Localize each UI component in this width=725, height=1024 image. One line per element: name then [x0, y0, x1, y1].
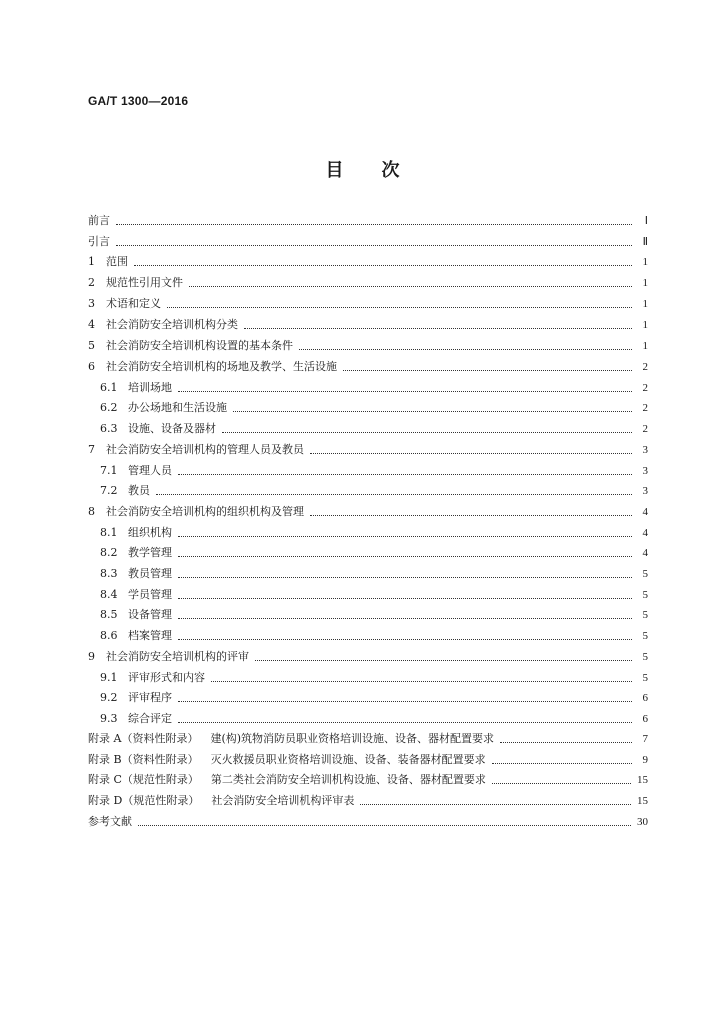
toc-entry: [88, 545, 648, 561]
toc-entry-page-number: 6: [642, 712, 648, 725]
toc-entry: [88, 814, 648, 830]
toc-entry-page-number: 1: [642, 298, 648, 310]
toc-entry: [88, 504, 648, 520]
toc-entry-number: 7: [88, 442, 95, 456]
toc-entry-number: 1: [88, 255, 95, 268]
toc-entry-number: 8: [88, 505, 95, 518]
toc-entry-number: 9.1: [100, 670, 118, 684]
toc-entry: [88, 607, 648, 623]
toc-entry-number: 9.3: [100, 711, 118, 725]
toc-entry-label: 引言: [88, 234, 110, 248]
toc-leader-dots: [178, 617, 632, 619]
toc-entry-page-number: 2: [642, 423, 648, 435]
toc-entry-label: 灭火救援员职业资格培训设施、设备、装备器材配置要求: [210, 752, 486, 766]
toc-leader-dots: [310, 514, 632, 516]
toc-entry-number: 6.1: [100, 380, 118, 394]
toc-entry-page-number: 1: [642, 256, 648, 268]
toc-entry: [88, 690, 648, 706]
toc-entry-number: 8.6: [100, 629, 118, 642]
toc-entry-number: 8.4: [100, 587, 118, 601]
toc-entry-page-number: 1: [642, 277, 648, 289]
toc-entry-page-number: 2: [642, 360, 648, 373]
toc-entry: [88, 628, 648, 644]
toc-entry-page-number: 4: [642, 506, 648, 518]
toc-leader-dots: [138, 824, 631, 826]
toc-entry-label: 社会消防安全培训机构的评审: [106, 650, 249, 663]
toc-leader-dots: [299, 348, 632, 350]
toc-entry-label: 设施、设备及器材: [128, 422, 216, 435]
toc-leader-dots: [178, 700, 632, 702]
toc-leader-dots: [178, 721, 632, 723]
toc-title-char-2: 次: [381, 160, 400, 181]
toc-entry-label: 培训场地: [128, 380, 172, 394]
toc-entry-label: 办公场地和生活设施: [128, 401, 227, 414]
toc-entry-number: 9: [88, 650, 95, 663]
toc-entry-page-number: 4: [642, 526, 648, 539]
toc-entry-page-number: 5: [642, 609, 648, 621]
toc-entry: [88, 254, 648, 270]
toc-entry-page-number: 5: [642, 671, 648, 684]
toc-leader-dots: [360, 803, 631, 805]
toc-entry-page-number: 2: [642, 381, 648, 394]
toc-entry-number: 8.1: [100, 525, 118, 539]
toc-entry: [88, 317, 648, 333]
toc-entry-page-number: Ⅱ: [642, 235, 648, 248]
toc-entry-number: 8.2: [100, 546, 118, 559]
toc-entry-page-number: 15: [637, 795, 648, 807]
toc-entry-page-number: 3: [642, 443, 648, 456]
toc-leader-dots: [178, 597, 632, 599]
toc-entry-number: 5: [88, 339, 95, 352]
toc-entry-page-number: 3: [642, 464, 648, 477]
toc-leader-dots: [134, 264, 632, 266]
toc-entry-number: 6: [88, 359, 95, 373]
toc-entry-page-number: 1: [642, 319, 648, 331]
toc-entry-page-number: 5: [642, 568, 648, 580]
toc-entry-page-number: 5: [642, 651, 648, 663]
toc-entry-number: 附录 C（规范性附录）: [88, 773, 199, 786]
toc-entry-page-number: 3: [642, 485, 648, 497]
toc-entry-page-number: 4: [642, 547, 648, 559]
toc-entry: [88, 400, 648, 416]
toc-leader-dots: [178, 473, 632, 475]
toc-entry-label: 学员管理: [128, 587, 172, 601]
toc-entry-label: 前言: [88, 214, 110, 227]
toc-entry-label: 综合评定: [128, 711, 172, 725]
toc-entry: [88, 483, 648, 499]
toc-leader-dots: [167, 306, 632, 308]
toc-entry-label: 第二类社会消防安全培训机构设施、设备、器材配置要求: [210, 773, 486, 786]
toc-entry-number: 6.3: [100, 422, 118, 435]
toc-leader-dots: [233, 410, 632, 412]
toc-entry-label: 评审形式和内容: [128, 670, 205, 684]
toc-entry-number: 9.2: [100, 691, 118, 704]
toc-entry: [88, 566, 648, 582]
toc-leader-dots: [189, 285, 632, 287]
toc-entry: [88, 649, 648, 665]
toc-entry-number: 附录 B（资料性附录）: [88, 752, 199, 766]
toc-leader-dots: [310, 452, 632, 454]
toc-leader-dots: [244, 327, 632, 329]
toc-leader-dots: [178, 555, 632, 557]
toc-leader-dots: [343, 369, 632, 371]
toc-entry: [88, 234, 648, 250]
toc-entry: [88, 380, 648, 396]
toc-entry-page-number: 15: [637, 774, 648, 786]
toc-entry-number: 8.5: [100, 608, 118, 621]
toc-entry-label: 建(构)筑物消防员职业资格培训设施、设备、器材配置要求: [210, 732, 495, 745]
toc-entry-number: 附录 D（规范性附录）: [88, 794, 200, 807]
toc-entry-label: 参考文献: [88, 815, 132, 828]
toc-entry: [88, 421, 648, 437]
toc-title-char-1: 目: [325, 160, 344, 181]
toc-entry: [88, 752, 648, 768]
toc-entry-label: 社会消防安全培训机构的场地及教学、生活设施: [106, 359, 337, 373]
toc-entry-label: 术语和定义: [106, 297, 161, 310]
toc-entry-page-number: 30: [637, 816, 648, 828]
toc-entry: [88, 793, 648, 809]
toc-leader-dots: [156, 493, 632, 495]
toc-entry-label: 设备管理: [128, 608, 172, 621]
toc-entry-label: 社会消防安全培训机构分类: [106, 318, 238, 331]
toc-entry: [88, 275, 648, 291]
toc-entry-label: 教学管理: [128, 546, 172, 559]
toc-entry-number: 4: [88, 318, 95, 331]
toc-leader-dots: [178, 535, 632, 537]
toc-entry: [88, 525, 648, 541]
toc-leader-dots: [492, 782, 631, 784]
toc-entry: [88, 296, 648, 312]
toc-entry-number: 8.3: [100, 567, 118, 580]
toc-leader-dots: [492, 762, 632, 764]
toc-leader-dots: [211, 680, 632, 682]
toc-leader-dots: [178, 638, 632, 640]
toc-entry-page-number: 2: [642, 402, 648, 414]
toc-entry-label: 规范性引用文件: [106, 276, 183, 289]
toc-leader-dots: [116, 223, 632, 225]
toc-entry-page-number: 5: [642, 630, 648, 642]
toc-entry: [88, 731, 648, 747]
toc-entry-number: 附录 A（资料性附录）: [88, 732, 199, 745]
toc-entry-page-number: 7: [642, 733, 648, 745]
toc-entry-page-number: 5: [642, 588, 648, 601]
toc-entry-label: 社会消防安全培训机构评审表: [211, 794, 355, 807]
standard-code: GA/T 1300—2016: [88, 94, 189, 108]
toc-entry: [88, 338, 648, 354]
toc-entry: [88, 213, 648, 229]
toc-entry-label: 档案管理: [128, 629, 172, 642]
toc-leader-dots: [255, 659, 632, 661]
toc-entry-label: 组织机构: [128, 525, 172, 539]
toc-entry-page-number: 6: [642, 692, 648, 704]
toc-entry-number: 3: [88, 297, 95, 310]
toc-entry: [88, 463, 648, 479]
toc-entry-label: 范围: [106, 255, 128, 268]
toc-entry: [88, 587, 648, 603]
toc-entry-label: 社会消防安全培训机构设置的基本条件: [106, 339, 293, 352]
toc-entry: [88, 670, 648, 686]
toc-entry: [88, 442, 648, 458]
toc-entry-label: 管理人员: [128, 463, 172, 477]
toc-title: [0, 156, 725, 182]
toc-entry-number: 7.2: [100, 484, 118, 497]
toc-entry-label: 教员管理: [128, 567, 172, 580]
toc-entry-label: 教员: [128, 484, 150, 497]
toc-leader-dots: [178, 576, 632, 578]
toc-entry-page-number: 9: [642, 753, 648, 766]
toc-entry-page-number: 1: [642, 340, 648, 352]
toc-entry-page-number: Ⅰ: [644, 215, 648, 227]
toc-entry-label: 评审程序: [128, 691, 172, 704]
toc-entry: [88, 772, 648, 788]
toc-entry-label: 社会消防安全培训机构的组织机构及管理: [106, 505, 304, 518]
toc-entry: [88, 359, 648, 375]
toc-entry-number: 7.1: [100, 463, 118, 477]
toc-entry-label: 社会消防安全培训机构的管理人员及教员: [106, 442, 304, 456]
toc-leader-dots: [116, 244, 632, 246]
toc-leader-dots: [178, 390, 632, 392]
toc-entry-number: 6.2: [100, 401, 118, 414]
toc-entry-number: 2: [88, 276, 95, 289]
toc-entry: [88, 711, 648, 727]
toc-leader-dots: [222, 431, 632, 433]
toc-leader-dots: [500, 741, 632, 743]
